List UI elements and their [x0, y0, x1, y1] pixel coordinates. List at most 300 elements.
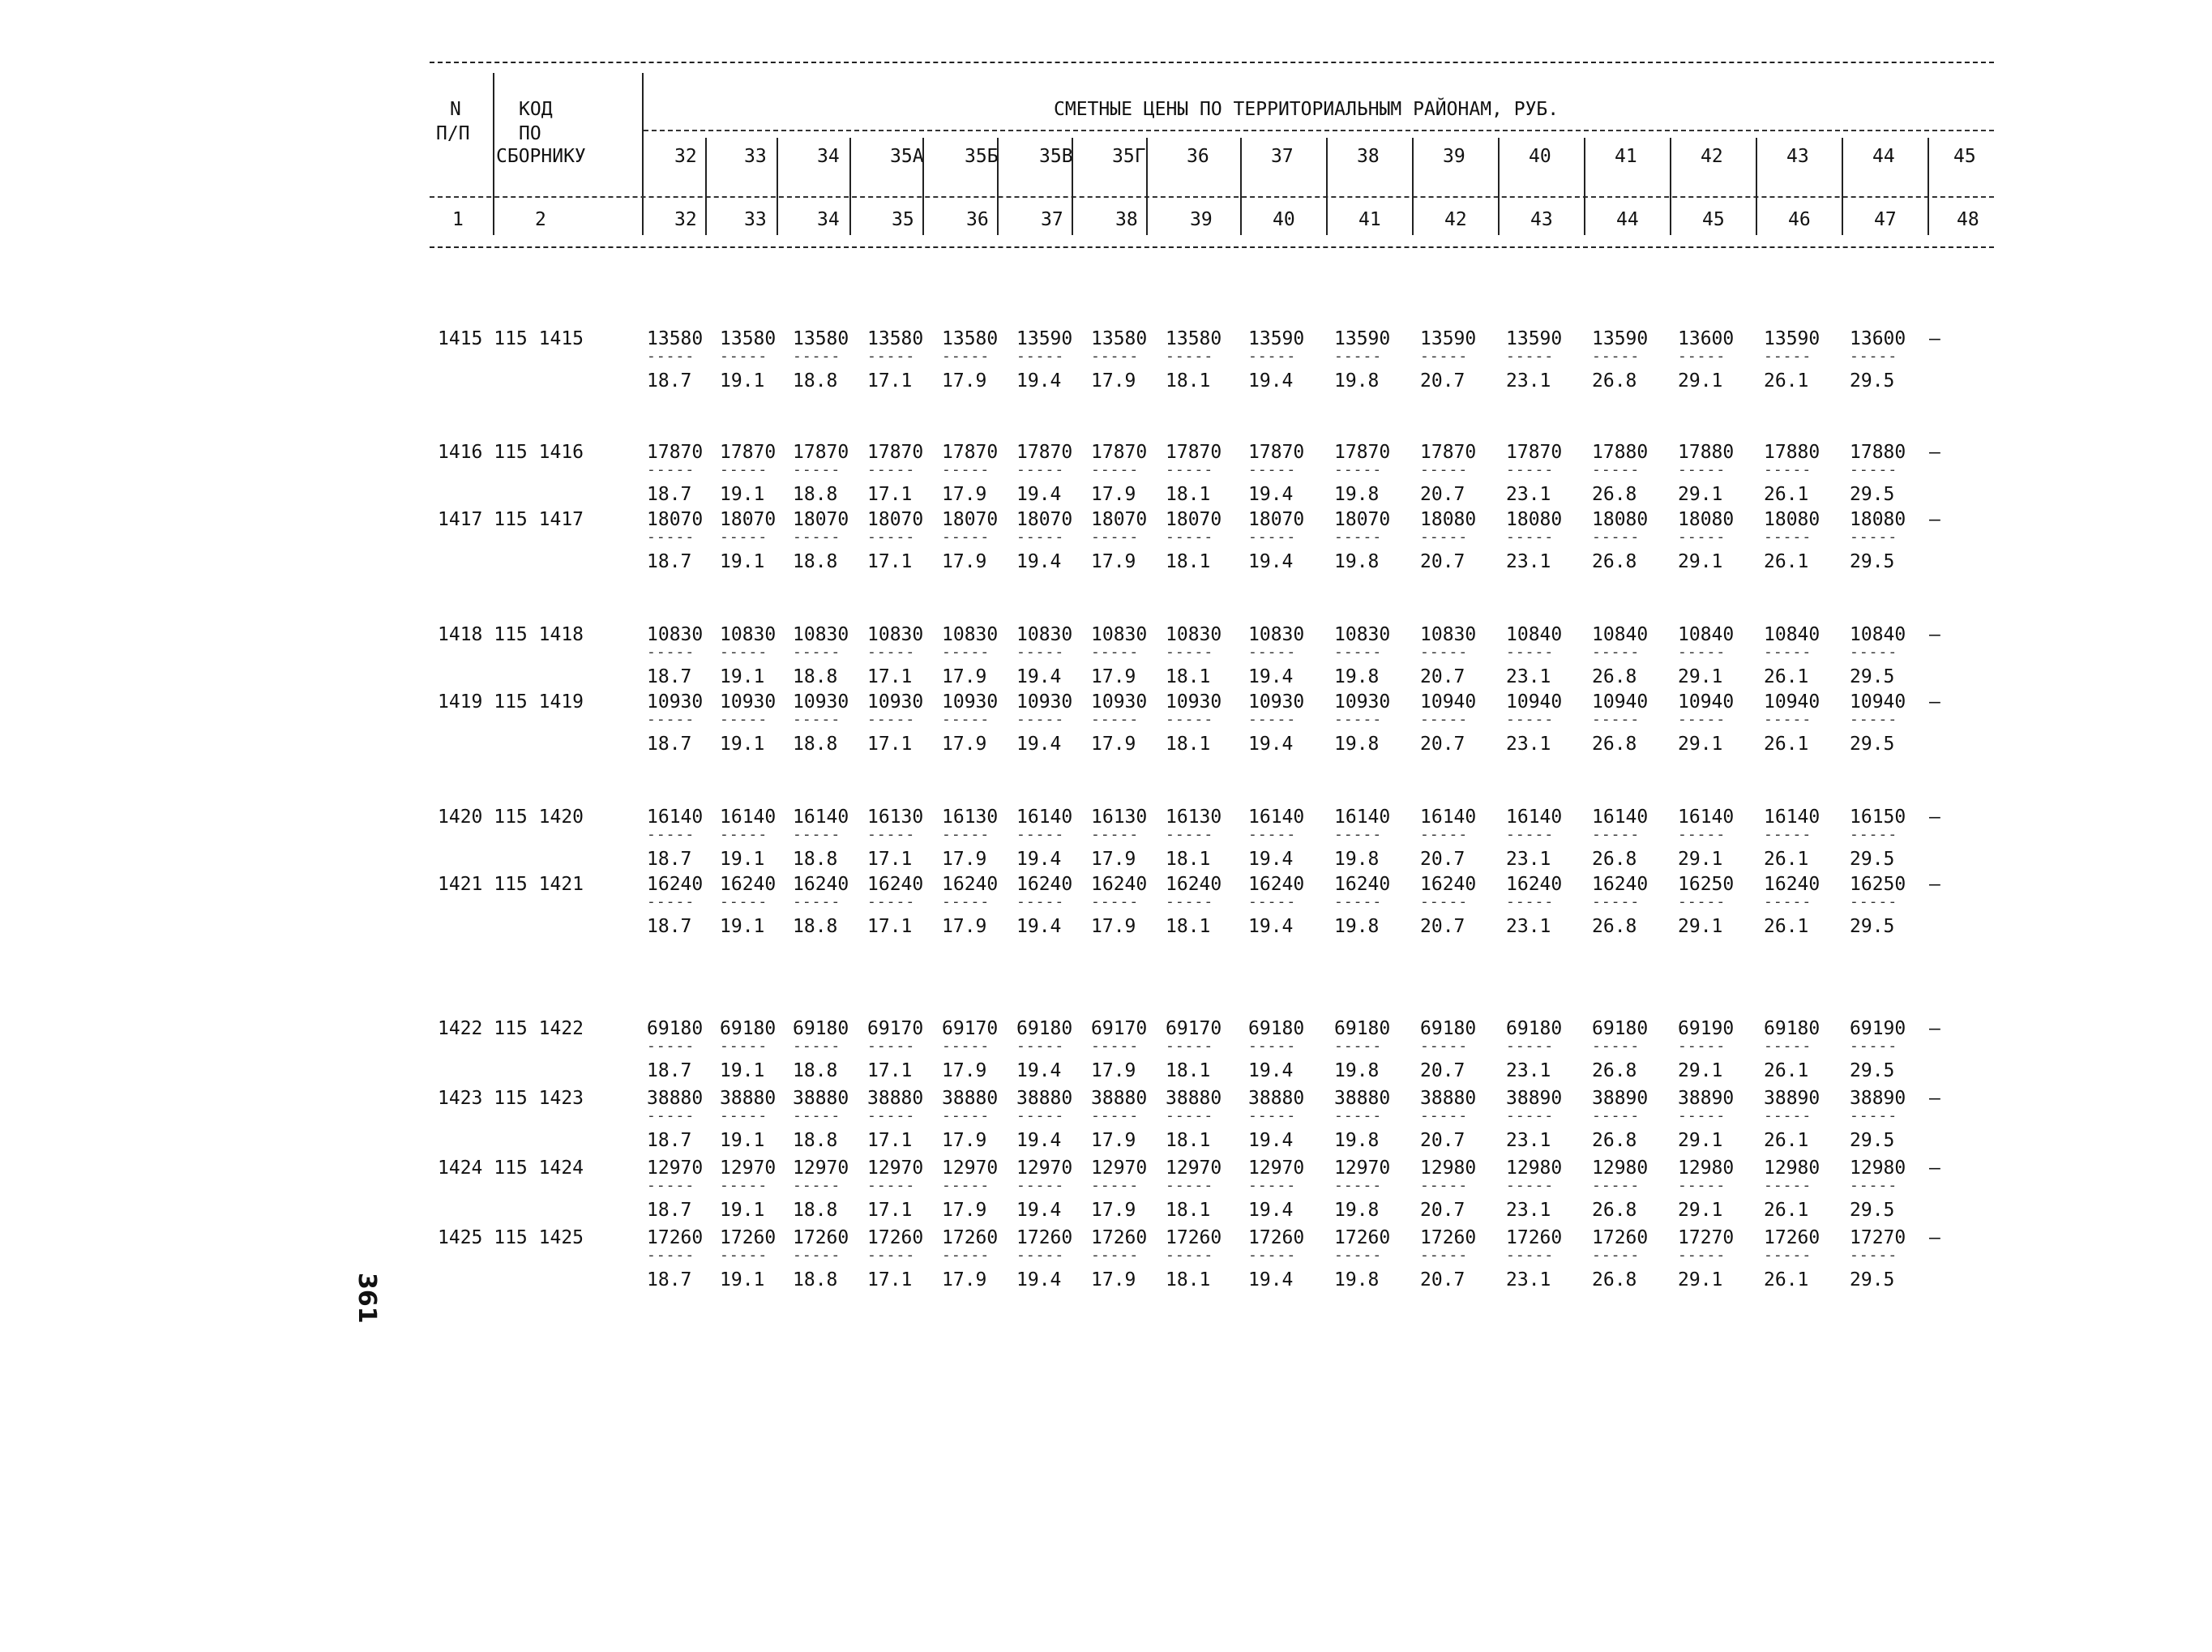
price-separator: -----	[1764, 711, 1812, 728]
price-cell: 16240	[793, 874, 849, 895]
price-separator: -----	[1248, 529, 1297, 546]
header-divider	[849, 138, 851, 235]
coefficient-cell: 18.1	[1166, 484, 1211, 505]
coefficient-cell: 19.8	[1334, 1269, 1380, 1290]
price-cell: 17260	[647, 1227, 704, 1248]
coefficient-cell: 18.8	[793, 1130, 838, 1151]
header-divider	[997, 138, 999, 235]
coefficient-cell: 19.1	[720, 1130, 765, 1151]
price-separator: -----	[1166, 1177, 1214, 1194]
region-code: 45	[1953, 146, 1976, 167]
price-cell: 13580	[793, 328, 849, 349]
price-separator: -----	[1016, 529, 1065, 546]
price-separator: -----	[1506, 348, 1555, 365]
row-end-dash: –	[1929, 1088, 1940, 1109]
row-code: 1415 115 1415	[438, 328, 584, 349]
price-separator: -----	[1764, 529, 1812, 546]
price-cell: 38880	[1334, 1088, 1391, 1109]
price-cell: 17260	[720, 1227, 777, 1248]
price-separator: -----	[1678, 644, 1726, 661]
price-cell: 12980	[1592, 1158, 1649, 1179]
price-separator: -----	[720, 1247, 768, 1264]
price-cell: 69180	[1016, 1018, 1073, 1039]
price-separator: -----	[647, 348, 695, 365]
column-number: 33	[744, 209, 767, 230]
price-separator: -----	[1506, 711, 1555, 728]
price-separator: -----	[867, 1177, 916, 1194]
coefficient-cell: 18.7	[647, 849, 692, 870]
coefficient-cell: 20.7	[1420, 484, 1465, 505]
column-number: 41	[1358, 209, 1381, 230]
price-separator: -----	[1592, 711, 1641, 728]
header-title: СМЕТНЫЕ ЦЕНЫ ПО ТЕРРИТОРИАЛЬНЫМ РАЙОНАМ, РУБ.	[1054, 99, 1560, 120]
price-cell: 38880	[867, 1088, 924, 1109]
price-cell: 16140	[1248, 807, 1305, 828]
coefficient-cell: 17.1	[867, 734, 913, 755]
price-separator: -----	[942, 1247, 990, 1264]
price-cell: 17880	[1764, 442, 1821, 463]
coefficient-cell: 17.1	[867, 370, 913, 392]
header-n: N	[450, 99, 461, 120]
price-separator: -----	[1166, 1247, 1214, 1264]
price-cell: 17880	[1850, 442, 1906, 463]
coefficient-cell: 26.1	[1764, 1130, 1809, 1151]
price-cell: 16140	[1334, 807, 1391, 828]
price-cell: 69180	[1592, 1018, 1649, 1039]
price-separator: -----	[1678, 711, 1726, 728]
coefficient-cell: 29.5	[1850, 666, 1895, 687]
price-cell: 16130	[942, 807, 999, 828]
price-cell: 13580	[867, 328, 924, 349]
price-separator: -----	[1334, 1177, 1383, 1194]
price-separator: -----	[1850, 893, 1898, 910]
header-po: ПО	[519, 123, 541, 144]
price-separator: -----	[867, 1107, 916, 1124]
price-separator: -----	[1420, 644, 1469, 661]
coefficient-cell: 17.9	[1091, 666, 1136, 687]
column-number: 46	[1788, 209, 1811, 230]
region-code: 35А	[890, 146, 924, 167]
coefficient-cell: 23.1	[1506, 370, 1551, 392]
price-separator: -----	[1678, 893, 1726, 910]
header-top-rule	[430, 62, 1994, 63]
column-number: 1	[452, 209, 464, 230]
price-separator: -----	[1678, 826, 1726, 843]
coefficient-cell: 19.4	[1248, 484, 1294, 505]
price-cell: 13580	[720, 328, 777, 349]
price-separator: -----	[1506, 529, 1555, 546]
price-cell: 16240	[1592, 874, 1649, 895]
coefficient-cell: 29.1	[1678, 734, 1723, 755]
price-cell: 10830	[1420, 624, 1477, 645]
price-cell: 16240	[1764, 874, 1821, 895]
price-separator: -----	[647, 529, 695, 546]
price-separator: -----	[1334, 893, 1383, 910]
coefficient-cell: 17.9	[942, 734, 987, 755]
price-separator: -----	[720, 1038, 768, 1055]
price-cell: 10930	[1334, 691, 1391, 713]
price-cell: 18080	[1850, 509, 1906, 530]
region-code: 39	[1443, 146, 1465, 167]
column-number: 38	[1115, 209, 1138, 230]
price-separator: -----	[647, 1038, 695, 1055]
price-separator: -----	[1016, 644, 1065, 661]
header-divider	[705, 138, 707, 235]
coefficient-cell: 20.7	[1420, 1200, 1465, 1221]
price-separator: -----	[720, 1177, 768, 1194]
coefficient-cell: 17.1	[867, 1269, 913, 1290]
price-separator: -----	[720, 461, 768, 478]
price-cell: 12970	[1166, 1158, 1222, 1179]
coefficient-cell: 17.9	[942, 1200, 987, 1221]
header-divider	[1326, 138, 1328, 235]
coefficient-cell: 17.9	[942, 370, 987, 392]
price-cell: 16140	[1420, 807, 1477, 828]
price-separator: -----	[1420, 1107, 1469, 1124]
price-cell: 18070	[1334, 509, 1391, 530]
price-cell: 10830	[867, 624, 924, 645]
coefficient-cell: 23.1	[1506, 666, 1551, 687]
header-divider	[1498, 138, 1500, 235]
coefficient-cell: 19.4	[1248, 1060, 1294, 1081]
price-cell: 17260	[1248, 1227, 1305, 1248]
page-number: 361	[353, 1273, 381, 1324]
price-separator: -----	[1420, 348, 1469, 365]
price-separator: -----	[1334, 644, 1383, 661]
price-separator: -----	[942, 826, 990, 843]
price-cell: 18070	[942, 509, 999, 530]
coefficient-cell: 29.5	[1850, 1200, 1895, 1221]
coefficient-cell: 26.8	[1592, 1130, 1637, 1151]
coefficient-cell: 19.1	[720, 484, 765, 505]
price-cell: 69180	[647, 1018, 704, 1039]
price-cell: 10930	[1166, 691, 1222, 713]
price-cell: 12980	[1506, 1158, 1563, 1179]
price-cell: 38890	[1678, 1088, 1735, 1109]
column-number: 35	[892, 209, 914, 230]
price-separator: -----	[793, 1107, 841, 1124]
coefficient-cell: 19.4	[1016, 734, 1062, 755]
price-cell: 18080	[1592, 509, 1649, 530]
price-separator: -----	[1248, 461, 1297, 478]
price-separator: -----	[1420, 461, 1469, 478]
price-cell: 17870	[1091, 442, 1148, 463]
price-cell: 12970	[793, 1158, 849, 1179]
header-sborniku: СБОРНИКУ	[496, 146, 586, 167]
price-separator: -----	[1764, 1247, 1812, 1264]
coefficient-cell: 18.8	[793, 551, 838, 572]
coefficient-cell: 18.8	[793, 484, 838, 505]
row-end-dash: –	[1929, 1158, 1940, 1179]
coefficient-cell: 26.1	[1764, 849, 1809, 870]
price-cell: 10830	[942, 624, 999, 645]
price-cell: 10930	[1091, 691, 1148, 713]
price-cell: 10930	[942, 691, 999, 713]
coefficient-cell: 26.1	[1764, 484, 1809, 505]
price-separator: -----	[1166, 529, 1214, 546]
coefficient-cell: 29.5	[1850, 1130, 1895, 1151]
price-separator: -----	[793, 1038, 841, 1055]
price-cell: 17260	[1334, 1227, 1391, 1248]
price-separator: -----	[867, 348, 916, 365]
price-cell: 12970	[1334, 1158, 1391, 1179]
price-cell: 12970	[1248, 1158, 1305, 1179]
price-cell: 17260	[1091, 1227, 1148, 1248]
price-separator: -----	[647, 893, 695, 910]
price-cell: 16140	[793, 807, 849, 828]
region-code: 33	[744, 146, 767, 167]
header-divider	[1240, 138, 1242, 235]
price-cell: 17260	[1506, 1227, 1563, 1248]
price-separator: -----	[1016, 1107, 1065, 1124]
price-separator: -----	[720, 348, 768, 365]
price-separator: -----	[1592, 644, 1641, 661]
price-cell: 10840	[1592, 624, 1649, 645]
price-separator: -----	[1248, 826, 1297, 843]
price-cell: 16140	[1764, 807, 1821, 828]
price-cell: 18080	[1764, 509, 1821, 530]
coefficient-cell: 17.9	[942, 916, 987, 937]
region-code: 40	[1529, 146, 1551, 167]
price-separator: -----	[793, 1177, 841, 1194]
price-cell: 18080	[1420, 509, 1477, 530]
coefficient-cell: 19.1	[720, 666, 765, 687]
header-divider	[1072, 138, 1073, 235]
price-separator: -----	[1506, 1177, 1555, 1194]
price-separator: -----	[942, 529, 990, 546]
price-separator: -----	[793, 893, 841, 910]
price-cell: 69180	[1506, 1018, 1563, 1039]
price-separator: -----	[1850, 1038, 1898, 1055]
price-cell: 13600	[1850, 328, 1906, 349]
row-code: 1420 115 1420	[438, 807, 584, 828]
row-end-dash: –	[1929, 509, 1940, 530]
coefficient-cell: 17.9	[1091, 370, 1136, 392]
coefficient-cell: 18.7	[647, 1200, 692, 1221]
price-separator: -----	[942, 461, 990, 478]
price-separator: -----	[1678, 1038, 1726, 1055]
coefficient-cell: 23.1	[1506, 1200, 1551, 1221]
coefficient-cell: 19.4	[1016, 849, 1062, 870]
header-bottom-rule	[430, 246, 1994, 248]
price-separator: -----	[1506, 826, 1555, 843]
coefficient-cell: 26.8	[1592, 484, 1637, 505]
header-divider	[1146, 138, 1148, 235]
price-separator: -----	[720, 893, 768, 910]
header-divider	[493, 73, 494, 235]
price-separator: -----	[793, 461, 841, 478]
coefficient-cell: 17.9	[1091, 849, 1136, 870]
region-code: 42	[1701, 146, 1723, 167]
price-cell: 16140	[1016, 807, 1073, 828]
header-divider	[1412, 138, 1414, 235]
coefficient-cell: 19.4	[1016, 666, 1062, 687]
region-code: 37	[1271, 146, 1294, 167]
header-divider	[777, 138, 778, 235]
coefficient-cell: 19.8	[1334, 551, 1380, 572]
coefficient-cell: 29.5	[1850, 551, 1895, 572]
coefficient-cell: 29.1	[1678, 370, 1723, 392]
price-cell: 69170	[867, 1018, 924, 1039]
price-separator: -----	[1166, 893, 1214, 910]
region-code: 35Б	[965, 146, 999, 167]
price-cell: 10840	[1506, 624, 1563, 645]
price-cell: 69190	[1678, 1018, 1735, 1039]
price-cell: 16250	[1678, 874, 1735, 895]
price-separator: -----	[1334, 1038, 1383, 1055]
coefficient-cell: 23.1	[1506, 849, 1551, 870]
coefficient-cell: 26.8	[1592, 551, 1637, 572]
row-end-dash: –	[1929, 874, 1940, 895]
coefficient-cell: 18.1	[1166, 849, 1211, 870]
coefficient-cell: 18.1	[1166, 370, 1211, 392]
coefficient-cell: 23.1	[1506, 1269, 1551, 1290]
price-separator: -----	[1091, 529, 1140, 546]
price-cell: 13590	[1016, 328, 1073, 349]
price-cell: 17260	[1764, 1227, 1821, 1248]
coefficient-cell: 26.8	[1592, 916, 1637, 937]
coefficient-cell: 19.1	[720, 370, 765, 392]
coefficient-cell: 19.8	[1334, 1200, 1380, 1221]
price-separator: -----	[867, 711, 916, 728]
price-separator: -----	[1678, 1177, 1726, 1194]
row-code: 1423 115 1423	[438, 1088, 584, 1109]
price-separator: -----	[1764, 826, 1812, 843]
coefficient-cell: 19.8	[1334, 1060, 1380, 1081]
price-separator: -----	[793, 348, 841, 365]
coefficient-cell: 18.7	[647, 484, 692, 505]
price-separator: -----	[1334, 461, 1383, 478]
price-separator: -----	[1506, 1107, 1555, 1124]
price-cell: 16140	[1592, 807, 1649, 828]
price-cell: 17260	[1166, 1227, 1222, 1248]
coefficient-cell: 19.8	[1334, 484, 1380, 505]
price-cell: 12970	[1016, 1158, 1073, 1179]
price-separator: -----	[720, 1107, 768, 1124]
price-separator: -----	[942, 1038, 990, 1055]
header-divider	[1842, 138, 1843, 235]
price-separator: -----	[647, 1247, 695, 1264]
price-separator: -----	[1850, 644, 1898, 661]
price-cell: 38890	[1592, 1088, 1649, 1109]
coefficient-cell: 20.7	[1420, 551, 1465, 572]
price-cell: 12970	[1091, 1158, 1148, 1179]
coefficient-cell: 19.4	[1016, 1060, 1062, 1081]
coefficient-cell: 17.9	[942, 1130, 987, 1151]
price-cell: 16150	[1850, 807, 1906, 828]
price-separator: -----	[1592, 826, 1641, 843]
coefficient-cell: 26.1	[1764, 666, 1809, 687]
price-cell: 17270	[1850, 1227, 1906, 1248]
coefficient-cell: 17.9	[942, 484, 987, 505]
price-separator: -----	[867, 826, 916, 843]
price-separator: -----	[1420, 826, 1469, 843]
price-cell: 12980	[1420, 1158, 1477, 1179]
coefficient-cell: 23.1	[1506, 551, 1551, 572]
header-divider	[1756, 138, 1757, 235]
coefficient-cell: 26.1	[1764, 734, 1809, 755]
price-cell: 13580	[942, 328, 999, 349]
row-code: 1422 115 1422	[438, 1018, 584, 1039]
coefficient-cell: 18.7	[647, 1060, 692, 1081]
column-number: 45	[1702, 209, 1725, 230]
price-cell: 16240	[647, 874, 704, 895]
price-separator: -----	[942, 1107, 990, 1124]
coefficient-cell: 29.1	[1678, 551, 1723, 572]
price-separator: -----	[942, 711, 990, 728]
coefficient-cell: 20.7	[1420, 370, 1465, 392]
price-separator: -----	[1764, 461, 1812, 478]
price-cell: 69180	[1334, 1018, 1391, 1039]
coefficient-cell: 17.9	[942, 551, 987, 572]
price-cell: 69180	[1764, 1018, 1821, 1039]
price-separator: -----	[1016, 1247, 1065, 1264]
price-cell: 17260	[793, 1227, 849, 1248]
coefficient-cell: 18.7	[647, 666, 692, 687]
price-separator: -----	[1166, 711, 1214, 728]
price-cell: 18070	[1166, 509, 1222, 530]
price-cell: 38880	[647, 1088, 704, 1109]
coefficient-cell: 29.1	[1678, 1060, 1723, 1081]
price-separator: -----	[647, 826, 695, 843]
price-cell: 10940	[1764, 691, 1821, 713]
price-separator: -----	[1091, 893, 1140, 910]
coefficient-cell: 26.8	[1592, 1269, 1637, 1290]
price-separator: -----	[1091, 1247, 1140, 1264]
coefficient-cell: 17.9	[942, 1269, 987, 1290]
coefficient-cell: 18.7	[647, 1269, 692, 1290]
price-cell: 38880	[1248, 1088, 1305, 1109]
price-cell: 69170	[1091, 1018, 1148, 1039]
coefficient-cell: 18.1	[1166, 916, 1211, 937]
price-separator: -----	[1091, 644, 1140, 661]
header-divider	[1670, 138, 1671, 235]
coefficient-cell: 19.4	[1016, 1269, 1062, 1290]
price-cell: 16240	[720, 874, 777, 895]
price-separator: -----	[1166, 348, 1214, 365]
price-separator: -----	[1248, 1247, 1297, 1264]
price-separator: -----	[1016, 348, 1065, 365]
price-separator: -----	[1420, 893, 1469, 910]
price-separator: -----	[1166, 1038, 1214, 1055]
price-separator: -----	[1091, 1038, 1140, 1055]
price-cell: 17870	[1334, 442, 1391, 463]
coefficient-cell: 26.8	[1592, 666, 1637, 687]
price-separator: -----	[867, 644, 916, 661]
coefficient-cell: 18.1	[1166, 1060, 1211, 1081]
coefficient-cell: 29.1	[1678, 916, 1723, 937]
coefficient-cell: 29.5	[1850, 916, 1895, 937]
coefficient-cell: 19.4	[1016, 916, 1062, 937]
price-separator: -----	[1678, 348, 1726, 365]
price-separator: -----	[1420, 1177, 1469, 1194]
price-separator: -----	[1248, 644, 1297, 661]
coefficient-cell: 18.7	[647, 734, 692, 755]
price-separator: -----	[1678, 1107, 1726, 1124]
coefficient-cell: 19.4	[1016, 1200, 1062, 1221]
price-cell: 13590	[1334, 328, 1391, 349]
column-number: 43	[1530, 209, 1553, 230]
price-cell: 38880	[1091, 1088, 1148, 1109]
coefficient-cell: 17.9	[1091, 1060, 1136, 1081]
row-code: 1421 115 1421	[438, 874, 584, 895]
column-number: 32	[674, 209, 697, 230]
coefficient-cell: 18.1	[1166, 734, 1211, 755]
coefficient-cell: 17.1	[867, 1130, 913, 1151]
price-cell: 17870	[720, 442, 777, 463]
price-cell: 17870	[1016, 442, 1073, 463]
coefficient-cell: 26.8	[1592, 370, 1637, 392]
